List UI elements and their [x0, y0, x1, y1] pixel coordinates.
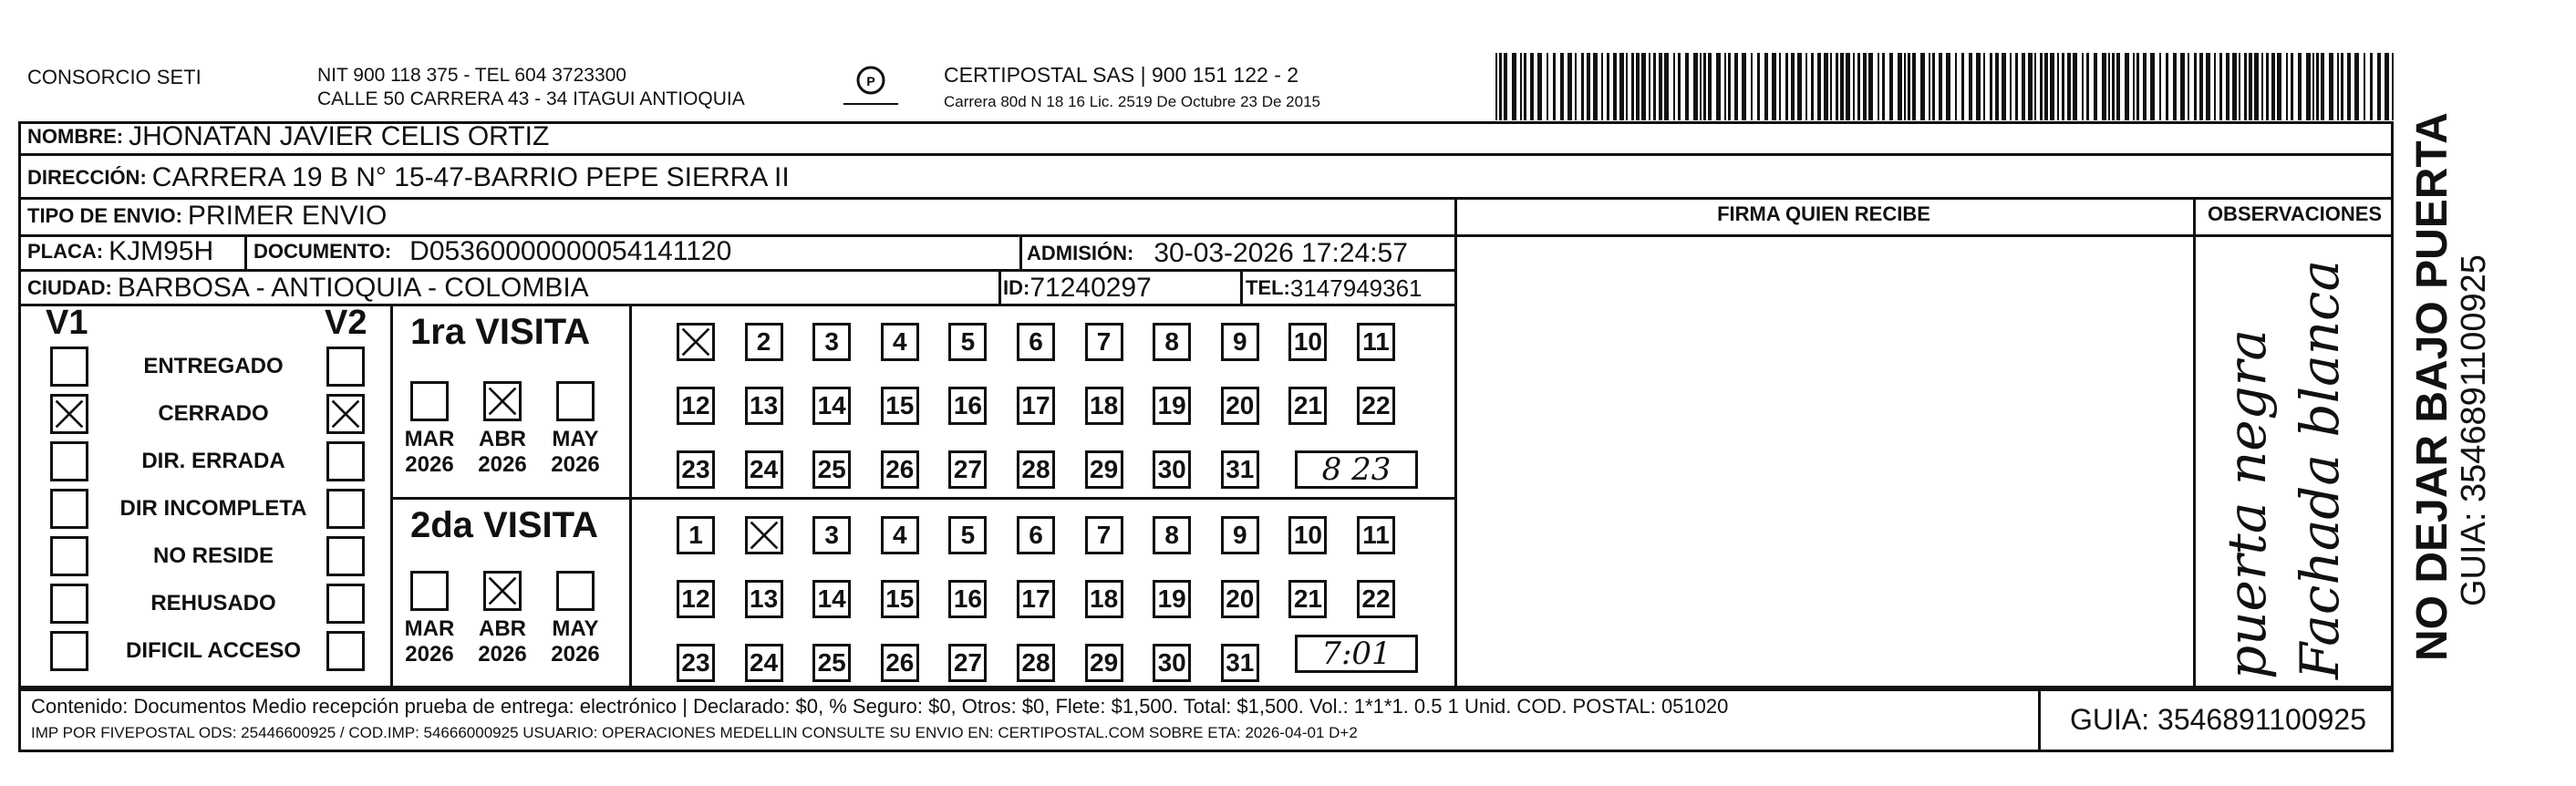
day-box[interactable]: 8 — [1153, 516, 1191, 554]
month-checkbox[interactable] — [556, 381, 595, 421]
day-box[interactable]: 18 — [1085, 387, 1123, 425]
day-box[interactable]: 23 — [677, 450, 715, 489]
barcode-bar — [2028, 53, 2033, 120]
day-box[interactable]: 22 — [1357, 580, 1395, 618]
v2-checkbox[interactable] — [326, 394, 365, 434]
barcode-bar — [2316, 53, 2319, 120]
barcode-bar — [2094, 53, 2097, 120]
document-label: DOCUMENTO: — [253, 240, 392, 263]
month-label — [471, 427, 534, 478]
observation-line-1: puerta negra — [2216, 329, 2278, 679]
barcode-bar — [1764, 53, 1768, 120]
day-box[interactable]: 10 — [1288, 516, 1327, 554]
barcode-bar — [2086, 53, 2089, 120]
day-box[interactable]: 1 — [677, 516, 715, 554]
observaciones-label: OBSERVACIONES — [2207, 202, 2383, 225]
barcode-bar — [2034, 53, 2036, 120]
day-box[interactable]: 13 — [745, 580, 783, 618]
barcode-bar — [1724, 53, 1726, 120]
signature-area[interactable] — [1457, 237, 2191, 686]
barcode-bar — [1524, 53, 1526, 120]
barcode-bar — [1898, 53, 1902, 120]
barcode-bar — [2073, 53, 2077, 120]
barcode-bar — [1920, 53, 1925, 120]
month-year: 2026 — [405, 452, 454, 477]
barcode — [1495, 53, 2398, 120]
barcode-bar — [1619, 53, 1624, 120]
barcode-bar — [2166, 53, 2168, 120]
barcode-bar — [1908, 53, 1910, 120]
status-label: DIR INCOMPLETA — [119, 496, 307, 521]
barcode-bar — [1530, 53, 1534, 120]
barcode-bar — [1868, 53, 1873, 120]
barcode-bar — [1553, 53, 1556, 120]
nit-line-1: NIT 900 118 375 - TEL 604 3723300 — [317, 65, 626, 86]
v1-checkbox[interactable] — [50, 394, 88, 434]
second-visit-label: 2da VISITA — [410, 505, 598, 545]
barcode-bar — [1495, 53, 1497, 120]
barcode-bar — [2206, 53, 2210, 120]
city-label: CIUDAD: — [27, 276, 112, 299]
v1-checkbox[interactable] — [50, 631, 88, 671]
day-box[interactable]: 30 — [1153, 450, 1191, 489]
barcode-bar — [1961, 53, 1964, 120]
v1-label: V1 — [46, 304, 88, 342]
day-box[interactable]: 4 — [881, 323, 919, 361]
v2-checkbox[interactable] — [326, 441, 365, 481]
month-label — [398, 616, 461, 667]
barcode-bar — [2261, 53, 2263, 120]
month-year: 2026 — [551, 642, 600, 667]
warning-text: NO DEJAR BAJO PUERTA — [2408, 112, 2457, 661]
barcode-bar — [1840, 53, 1844, 120]
barcode-bar — [1785, 53, 1788, 120]
barcode-bar — [2067, 53, 2071, 120]
month-label — [398, 427, 461, 478]
v2-checkbox[interactable] — [326, 536, 365, 576]
v1-checkbox[interactable] — [50, 489, 88, 529]
admission-date: 30-03-2026 17:24:57 — [1154, 238, 1408, 268]
day-box[interactable]: 29 — [1085, 450, 1123, 489]
barcode-bar — [1734, 53, 1738, 120]
plate-label: PLACA: — [27, 240, 104, 263]
barcode-bar — [1983, 53, 1985, 120]
day-box[interactable]: 26 — [881, 450, 919, 489]
barcode-bar — [2392, 53, 2394, 120]
barcode-bar — [2377, 53, 2381, 120]
barcode-bar — [2180, 53, 2185, 120]
barcode-bar — [2266, 53, 2269, 120]
barcode-bar — [2244, 53, 2247, 120]
barcode-bar — [2133, 53, 2135, 120]
barcode-bar — [2364, 53, 2365, 120]
status-label: DIR. ERRADA — [141, 449, 285, 473]
barcode-bar — [1716, 53, 1721, 120]
v2-checkbox[interactable] — [326, 489, 365, 529]
barcode-bar — [1693, 53, 1698, 120]
day-box[interactable]: 6 — [1017, 323, 1055, 361]
status-label: NO RESIDE — [152, 543, 274, 568]
day-box[interactable]: 27 — [948, 450, 987, 489]
day-box[interactable]: 25 — [812, 450, 851, 489]
barcode-bar — [2159, 53, 2161, 120]
barcode-bar — [1836, 53, 1838, 120]
barcode-bar — [2062, 53, 2064, 120]
imp-line: IMP POR FIVEPOSTAL ODS: 25446600925 / COD.IMP: 54666000925 USUARIO: OPERACIONES MEDELLIN CONSULTE SU ENVIO EN: CERTIPOSTAL.COM SOBRE ETA: 2026-04-01 D+2 — [31, 724, 1358, 741]
barcode-bar — [2341, 53, 2343, 120]
barcode-bar — [1593, 53, 1598, 120]
barcode-bar — [2010, 53, 2012, 120]
barcode-bar — [2002, 53, 2006, 120]
day-box[interactable]: 31 — [1221, 450, 1259, 489]
barcode-bar — [1685, 53, 1689, 120]
barcode-bar — [1504, 53, 1507, 120]
day-box[interactable]: 29 — [1085, 644, 1123, 682]
status-label: REHUSADO — [150, 591, 276, 615]
barcode-bar — [1929, 53, 1930, 120]
barcode-bar — [2306, 53, 2311, 120]
barcode-bar — [1882, 53, 1885, 120]
barcode-bar — [1613, 53, 1617, 120]
month-year: 2026 — [551, 452, 600, 477]
barcode-bar — [1824, 53, 1828, 120]
day-box[interactable]: 12 — [677, 580, 715, 618]
barcode-bar — [1678, 53, 1681, 120]
barcode-bar — [1846, 53, 1850, 120]
barcode-bar — [2337, 53, 2339, 120]
day-box[interactable]: 22 — [1357, 387, 1395, 425]
barcode-bar — [2194, 53, 2197, 120]
day-box[interactable]: 9 — [1221, 323, 1259, 361]
barcode-bar — [2321, 53, 2324, 120]
footer-guia: GUIA: 3546891100925 — [2070, 703, 2366, 736]
barcode-bar — [1607, 53, 1609, 120]
barcode-bar — [2219, 53, 2222, 120]
barcode-bar — [1853, 53, 1855, 120]
barcode-bar — [2022, 53, 2025, 120]
city: BARBOSA - ANTIOQUIA - COLOMBIA — [117, 273, 589, 303]
day-box[interactable]: 28 — [1017, 450, 1055, 489]
day-box[interactable]: 16 — [948, 387, 987, 425]
barcode-bar — [1703, 53, 1706, 120]
barcode-bar — [2232, 53, 2237, 120]
day-box[interactable]: 31 — [1221, 644, 1259, 682]
barcode-bar — [2188, 53, 2189, 120]
barcode-bar — [2271, 53, 2275, 120]
day-box[interactable]: 4 — [881, 516, 919, 554]
recipient-name: JHONATAN JAVIER CELIS ORTIZ — [129, 121, 550, 151]
month-checkbox[interactable] — [556, 571, 595, 611]
barcode-bar — [2116, 53, 2120, 120]
barcode-bar — [2312, 53, 2314, 120]
plate: KJM95H — [109, 236, 214, 266]
send-type: PRIMER ENVIO — [187, 201, 388, 231]
barcode-bar — [1547, 53, 1548, 120]
barcode-bar — [2329, 53, 2333, 120]
barcode-bar — [1664, 53, 1669, 120]
barcode-bar — [1537, 53, 1542, 120]
side-guia: GUIA: 3546891100925 — [2455, 254, 2493, 606]
id-label: ID: — [1003, 276, 1030, 299]
day-box[interactable]: 6 — [1017, 516, 1055, 554]
day-box[interactable]: 14 — [812, 580, 851, 618]
barcode-bar — [1779, 53, 1781, 120]
content-line: Contenido: Documentos Medio recepción prueba de entrega: electrónico | Declarado: $0, % Seguro: $0, Otros: $0, Flete: $1,500. Total: $1,500. Vol.: 1*1*1. 0.5 1 Unid. COD. POSTAL: 051020 — [31, 695, 1729, 718]
barcode-bar — [1499, 53, 1502, 120]
day-box[interactable]: 10 — [1288, 323, 1327, 361]
barcode-bar — [2226, 53, 2229, 120]
v2-checkbox[interactable] — [326, 584, 365, 624]
barcode-bar — [2254, 53, 2259, 120]
day-box[interactable]: 14 — [812, 387, 851, 425]
day-box[interactable]: 15 — [881, 580, 919, 618]
day-box[interactable] — [745, 516, 783, 554]
barcode-bar — [2082, 53, 2084, 120]
barcode-bar — [1567, 53, 1572, 120]
status-label: CERRADO — [158, 401, 269, 426]
month-year: 2026 — [478, 642, 527, 667]
month-checkbox[interactable] — [483, 571, 522, 611]
barcode-bar — [1995, 53, 1999, 120]
month-name: MAR — [404, 427, 455, 451]
day-box[interactable]: 2 — [745, 323, 783, 361]
barcode-bar — [1560, 53, 1564, 120]
status-label: ENTREGADO — [143, 354, 284, 378]
barcode-bar — [1581, 53, 1584, 120]
barcode-bar — [1904, 53, 1906, 120]
status-label: DIFICIL ACCESO — [125, 638, 301, 663]
barcode-bar — [1751, 53, 1753, 120]
first-visit-time: 8 23 — [1295, 450, 1418, 489]
day-box[interactable]: 13 — [745, 387, 783, 425]
day-box[interactable]: 25 — [812, 644, 851, 682]
barcode-bar — [2298, 53, 2302, 120]
v2-checkbox[interactable] — [326, 346, 365, 387]
day-box[interactable]: 18 — [1085, 580, 1123, 618]
barcode-bar — [1805, 53, 1807, 120]
barcode-bar — [2136, 53, 2139, 120]
barcode-bar — [1641, 53, 1646, 120]
day-box[interactable]: 3 — [812, 516, 851, 554]
barcode-bar — [1575, 53, 1577, 120]
barcode-bar — [1878, 53, 1879, 120]
barcode-bar — [2108, 53, 2110, 120]
day-box[interactable]: 17 — [1017, 580, 1055, 618]
day-box[interactable]: 5 — [948, 516, 987, 554]
day-box[interactable]: 15 — [881, 387, 919, 425]
barcode-bar — [2385, 53, 2389, 120]
day-box[interactable]: 30 — [1153, 644, 1191, 682]
barcode-bar — [2125, 53, 2129, 120]
barcode-bar — [2150, 53, 2155, 120]
company-name: CONSORCIO SETI — [27, 66, 202, 88]
barcode-bar — [2112, 53, 2115, 120]
second-visit-time: 7:01 — [1295, 635, 1418, 673]
barcode-bar — [1990, 53, 1992, 120]
month-name: MAR — [404, 616, 455, 641]
barcode-bar — [1512, 53, 1516, 120]
barcode-bar — [2015, 53, 2018, 120]
admission-label: ADMISIÓN: — [1027, 242, 1134, 264]
barcode-bar — [1946, 53, 1950, 120]
month-checkbox[interactable] — [410, 381, 449, 421]
month-checkbox[interactable] — [483, 381, 522, 421]
document-number: D05360000000054141120 — [409, 236, 732, 266]
v1-checkbox[interactable] — [50, 346, 88, 387]
barcode-bar — [2044, 53, 2048, 120]
barcode-bar — [1757, 53, 1760, 120]
barcode-bar — [1932, 53, 1935, 120]
day-box[interactable]: 21 — [1288, 580, 1327, 618]
barcode-bar — [1912, 53, 1916, 120]
barcode-bar — [2249, 53, 2252, 120]
day-box[interactable]: 20 — [1221, 387, 1259, 425]
certipostal-logo-icon — [834, 60, 907, 115]
barcode-bar — [1700, 53, 1702, 120]
day-box[interactable]: 19 — [1153, 387, 1191, 425]
barcode-bar — [2102, 53, 2106, 120]
day-box[interactable]: 16 — [948, 580, 987, 618]
barcode-bar — [1649, 53, 1650, 120]
month-checkbox[interactable] — [410, 571, 449, 611]
month-name: ABR — [479, 616, 526, 641]
barcode-bar — [2050, 53, 2054, 120]
barcode-bar — [2239, 53, 2240, 120]
barcode-bar — [1631, 53, 1634, 120]
barcode-bar — [2040, 53, 2043, 120]
day-box[interactable]: 17 — [1017, 387, 1055, 425]
barcode-bar — [1587, 53, 1590, 120]
barcode-bar — [2173, 53, 2177, 120]
day-box[interactable]: 23 — [677, 644, 715, 682]
barcode-bar — [2277, 53, 2281, 120]
barcode-bar — [2214, 53, 2216, 120]
day-box[interactable]: 11 — [1357, 323, 1395, 361]
barcode-bar — [1797, 53, 1802, 120]
barcode-bar — [1955, 53, 1957, 120]
barcode-bar — [1830, 53, 1832, 120]
name-label: NOMBRE: — [27, 125, 124, 148]
barcode-bar — [1673, 53, 1675, 120]
barcode-bar — [1772, 53, 1776, 120]
barcode-bar — [1817, 53, 1821, 120]
first-visit-label: 1ra VISITA — [410, 312, 591, 352]
day-box[interactable]: 3 — [812, 323, 851, 361]
month-year: 2026 — [478, 452, 527, 477]
day-box[interactable]: 9 — [1221, 516, 1259, 554]
day-box[interactable]: 27 — [948, 644, 987, 682]
barcode-bar — [1889, 53, 1893, 120]
barcode-bar — [1636, 53, 1640, 120]
carrier-line-2: Carrera 80d N 18 16 Lic. 2519 De Octubre 23 De 2015 — [944, 93, 1320, 110]
day-box[interactable]: 11 — [1357, 516, 1395, 554]
barcode-bar — [1742, 53, 1746, 120]
day-box[interactable]: 8 — [1153, 323, 1191, 361]
barcode-bar — [1728, 53, 1731, 120]
carrier-line-1: CERTIPOSTAL SAS | 900 151 122 - 2 — [944, 63, 1299, 87]
barcode-bar — [1811, 53, 1814, 120]
observation-line-2: Fachada blanca — [2289, 259, 2351, 679]
barcode-bar — [2199, 53, 2203, 120]
barcode-bar — [2347, 53, 2351, 120]
address-label: DIRECCIÓN: — [27, 166, 147, 189]
month-name: ABR — [479, 427, 526, 451]
barcode-bar — [2354, 53, 2359, 120]
day-box[interactable]: 20 — [1221, 580, 1259, 618]
month-name: MAY — [552, 427, 599, 451]
barcode-bar — [1659, 53, 1662, 120]
barcode-bar — [1976, 53, 1981, 120]
v1-checkbox[interactable] — [50, 441, 88, 481]
v1-checkbox[interactable] — [50, 536, 88, 576]
day-box[interactable]: 24 — [745, 450, 783, 489]
month-label — [543, 616, 607, 667]
barcode-bar — [1601, 53, 1603, 120]
barcode-bar — [1626, 53, 1628, 120]
day-box[interactable] — [677, 323, 715, 361]
day-box[interactable]: 21 — [1288, 387, 1327, 425]
barcode-bar — [2143, 53, 2147, 120]
day-box[interactable]: 12 — [677, 387, 715, 425]
svg-text:P: P — [866, 74, 875, 88]
month-label — [543, 427, 607, 478]
firma-label: FIRMA QUIEN RECIBE — [1717, 202, 1930, 225]
month-year: 2026 — [405, 642, 454, 667]
barcode-bar — [2370, 53, 2373, 120]
barcode-bar — [1653, 53, 1656, 120]
month-name: MAY — [552, 616, 599, 641]
day-box[interactable]: 5 — [948, 323, 987, 361]
nit-line-2: CALLE 50 CARRERA 43 - 34 ITAGUI ANTIOQUIA — [317, 88, 745, 109]
tel-label: TEL: — [1246, 276, 1290, 299]
day-box[interactable]: 26 — [881, 644, 919, 682]
barcode-bar — [1791, 53, 1795, 120]
barcode-bar — [1708, 53, 1712, 120]
barcode-bar — [2057, 53, 2059, 120]
id-number: 71240297 — [1029, 273, 1152, 303]
day-box[interactable]: 28 — [1017, 644, 1055, 682]
v2-label: V2 — [325, 304, 367, 342]
send-type-label: TIPO DE ENVIO: — [27, 204, 182, 227]
barcode-bar — [2286, 53, 2288, 120]
v2-checkbox[interactable] — [326, 631, 365, 671]
day-box[interactable]: 19 — [1153, 580, 1191, 618]
barcode-bar — [1939, 53, 1942, 120]
day-box[interactable]: 7 — [1085, 516, 1123, 554]
barcode-bar — [2291, 53, 2293, 120]
tel-number: 3147949361 — [1289, 274, 1422, 302]
barcode-bar — [1863, 53, 1867, 120]
barcode-bar — [1969, 53, 1972, 120]
day-box[interactable]: 7 — [1085, 323, 1123, 361]
month-label — [471, 616, 534, 667]
barcode-bar — [1520, 53, 1522, 120]
recipient-address: CARRERA 19 B N° 15-47-BARRIO PEPE SIERRA II — [151, 162, 790, 192]
v1-checkbox[interactable] — [50, 584, 88, 624]
barcode-bar — [1857, 53, 1860, 120]
day-box[interactable]: 24 — [745, 644, 783, 682]
